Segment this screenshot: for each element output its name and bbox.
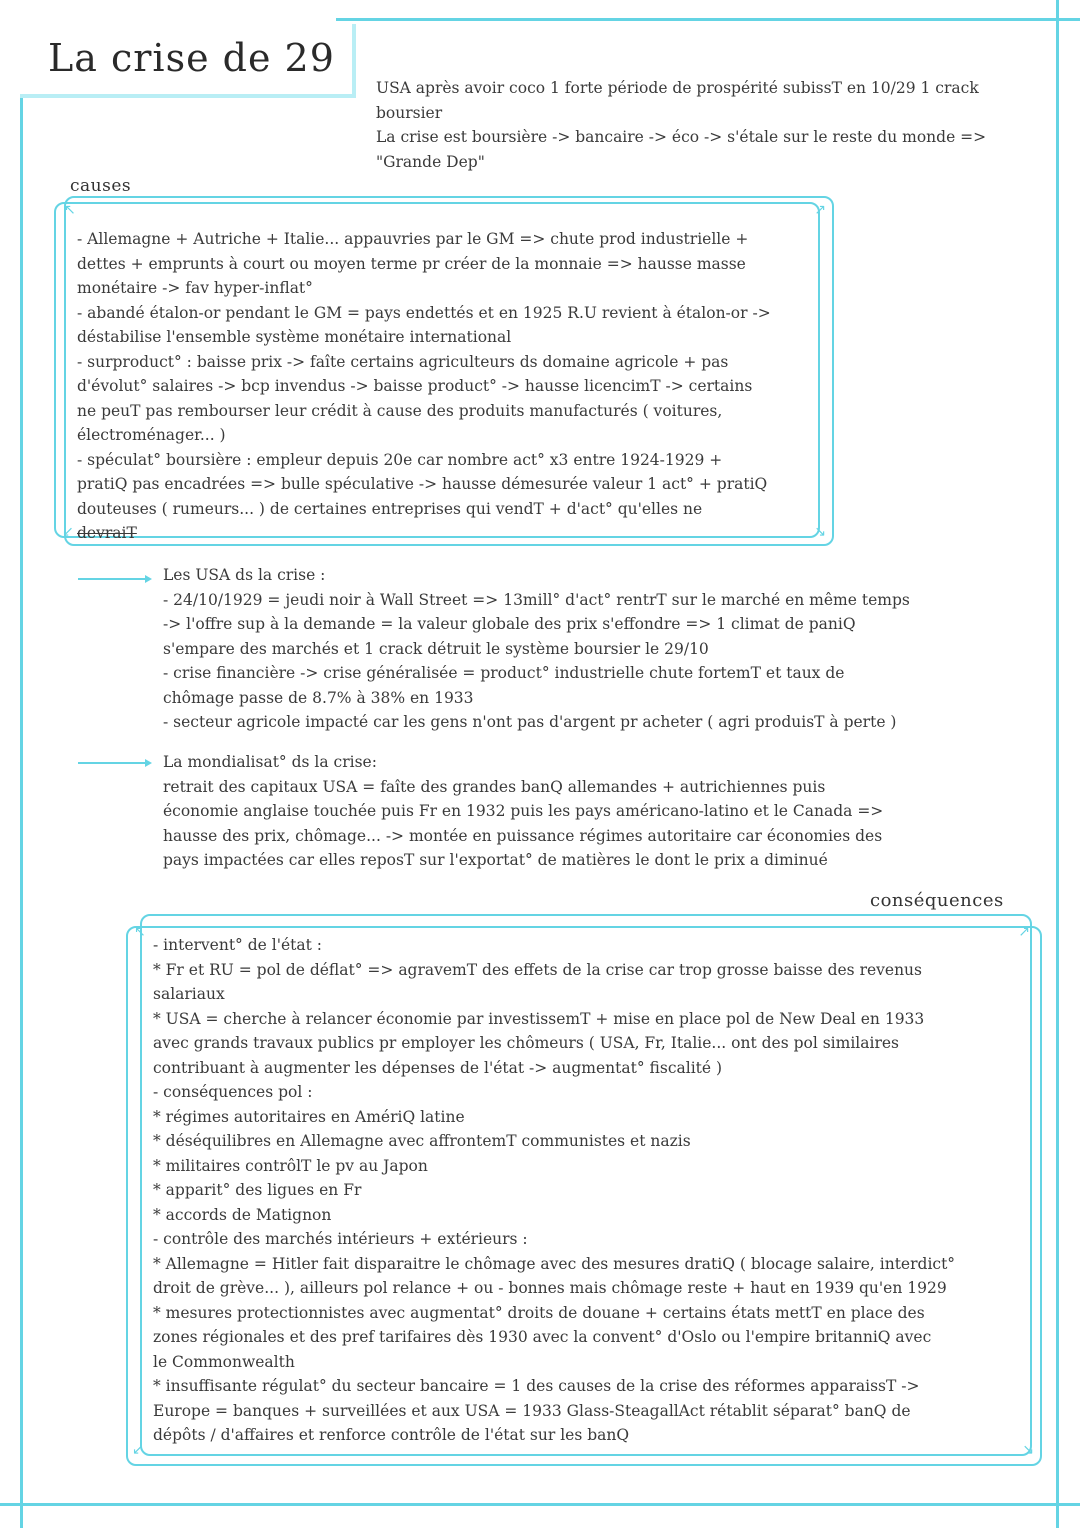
page-title: La crise de 29 [48, 36, 335, 80]
consequences-line: * Fr et RU = pol de déflat° => agravemT des effets de la crise car trop grosse baisse des revenus [153, 960, 922, 979]
corner-arrow-icon: ↗ [1018, 924, 1030, 940]
mondialisation-line: retrait des capitaux USA = faîte des grandes banQ allemandes + autrichiennes puis [163, 777, 826, 796]
frame-top-line [336, 18, 1080, 21]
consequences-line: zones régionales et des pref tarifaires dès 1930 avec la convent° d'Oslo ou l'empire britanniQ avec [153, 1328, 932, 1346]
causes-line: dettes + emprunts à court ou moyen terme pr créer de la monnaie => hausse masse [77, 254, 746, 273]
usa-line: - secteur agricole impacté car les gens n'ont pas d'argent pr acheter ( agri produisT à perte ) [163, 713, 897, 731]
corner-arrow-icon: ↖ [134, 924, 146, 940]
consequences-line: * mesures protectionnistes avec augmentat° droits de douane + certains états mettT en place des [153, 1303, 925, 1322]
consequences-line: avec grands travaux publics pr employer les chômeurs ( USA, Fr, Italie... ont des pol similaires [153, 1034, 899, 1052]
intro-text [376, 76, 1036, 174]
consequences-line: salariaux [153, 985, 225, 1003]
consequences-line: - intervent° de l'état : [153, 936, 322, 954]
intro-line: "Grande Dep" [376, 152, 485, 171]
consequences-line: * militaires contrôlT le pv au Japon [153, 1156, 428, 1175]
consequences-line: Europe = banques + surveillées et aux USA = 1933 Glass-SteagallAct rétablit séparat° banQ de [153, 1401, 911, 1420]
mondialisation-section [163, 750, 1043, 873]
mondialisation-line: pays impactées car elles reposT sur l'exportat° de matières le dont le prix a diminué [163, 851, 828, 869]
causes-line: - surproduct° : baisse prix -> faîte certains agriculteurs ds domaine agricole + pas [77, 352, 729, 371]
frame-right-line [1056, 0, 1059, 1528]
consequences-line: - contrôle des marchés intérieurs + extérieurs : [153, 1230, 528, 1248]
causes-line: d'évolut° salaires -> bcp invendus -> baisse product° -> hausse licencimT -> certains [77, 377, 753, 395]
mondialisation-line: hausse des prix, chômage... -> montée en puissance régimes autoritaire car économies des [163, 826, 883, 845]
consequences-line: dépôts / d'affaires et renforce contrôle de l'état sur les banQ [153, 1426, 630, 1444]
corner-arrow-icon: ↘ [1022, 1442, 1034, 1458]
consequences-line: * régimes autoritaires en AmériQ latine [153, 1107, 465, 1126]
causes-heading: causes [70, 176, 132, 196]
usa-arrow-icon [78, 578, 150, 580]
causes-line: - Allemagne + Autriche + Italie... appauvries par le GM => chute prod industrielle + [77, 230, 749, 248]
mondialisation-heading: La mondialisat° ds la crise: [163, 753, 377, 771]
corner-arrow-icon: ↖ [64, 202, 76, 218]
consequences-heading: conséquences [870, 890, 1004, 911]
corner-arrow-icon: ↙ [132, 1442, 144, 1458]
consequences-line: * déséquilibres en Allemagne avec affrontemT communistes et nazis [153, 1132, 691, 1150]
mondialisation-arrow-icon [78, 762, 150, 764]
usa-section [163, 563, 1043, 735]
consequences-line: le Commonwealth [153, 1352, 295, 1371]
corner-arrow-icon: ↘ [814, 524, 826, 540]
usa-line: chômage passe de 8.7% à 38% en 1933 [163, 688, 474, 707]
causes-line: monétaire -> fav hyper-inflat° [77, 279, 313, 297]
usa-line: -> l'offre sup à la demande = la valeur globale des prix s'effondre => 1 climat de paniQ [163, 615, 856, 633]
frame-bottom-line [0, 1503, 1080, 1506]
consequences-line: * Allemagne = Hitler fait disparaitre le chômage avec des mesures dratiQ ( blocage salaire, interdict° [153, 1254, 956, 1273]
consequences-text [153, 933, 1033, 1448]
causes-line: ne peuT pas rembourser leur crédit à cause des produits manufacturés ( voitures, [77, 401, 723, 420]
mondialisation-line: économie anglaise touchée puis Fr en 1932 puis les pays américano-latino et le Canada => [163, 802, 884, 820]
causes-line: pratiQ pas encadrées => bulle spéculative -> hausse démesurée valeur 1 act° + pratiQ [77, 475, 768, 493]
consequences-line: * accords de Matignon [153, 1205, 332, 1224]
usa-heading: Les USA ds la crise : [163, 566, 326, 584]
causes-line: déstabilise l'ensemble système monétaire international [77, 328, 512, 346]
causes-line: électroménager... ) [77, 426, 226, 444]
usa-line: s'empare des marchés et 1 crack détruit le système boursier le 29/10 [163, 639, 709, 658]
corner-arrow-icon: ↗ [814, 202, 826, 218]
consequences-line: droit de grève... ), ailleurs pol relance + ou - bonnes mais chômage reste + haut en 1939 qu'en 1929 [153, 1279, 947, 1297]
consequences-line: * USA = cherche à relancer économie par investissemT + mise en place pol de New Deal en 1933 [153, 1009, 925, 1028]
causes-line: - spéculat° boursière : empleur depuis 20e car nombre act° x3 entre 1924-1929 + [77, 450, 723, 469]
consequences-line: * apparit° des ligues en Fr [153, 1181, 362, 1199]
intro-line: boursier [376, 103, 443, 122]
causes-line: - abandé étalon-or pendant le GM = pays endettés et en 1925 R.U revient à étalon-or -> [77, 303, 771, 322]
causes-line: douteuses ( rumeurs... ) de certaines entreprises qui vendT + d'act° qu'elles ne [77, 499, 703, 518]
corner-arrow-icon: ↙ [62, 524, 74, 540]
consequences-line: - conséquences pol : [153, 1083, 313, 1101]
usa-line: - crise financière -> crise généralisée = product° industrielle chute fortemT et taux de [163, 664, 845, 682]
frame-left-line [20, 96, 23, 1528]
consequences-line: * insuffisante régulat° du secteur bancaire = 1 des causes de la crise des réformes apparaissT -> [153, 1377, 920, 1395]
causes-line: devraiT [77, 524, 137, 542]
intro-line: La crise est boursière -> bancaire -> éco -> s'étale sur le reste du monde => [376, 128, 987, 146]
intro-line: USA après avoir coco 1 forte période de prospérité subissT en 10/29 1 crack [376, 79, 979, 97]
causes-text [77, 227, 817, 546]
usa-line: - 24/10/1929 = jeudi noir à Wall Street => 13mill° d'act° rentrT sur le marché en même temps [163, 590, 910, 609]
consequences-line: contribuant à augmenter les dépenses de l'état -> augmentat° fiscalité ) [153, 1058, 723, 1077]
